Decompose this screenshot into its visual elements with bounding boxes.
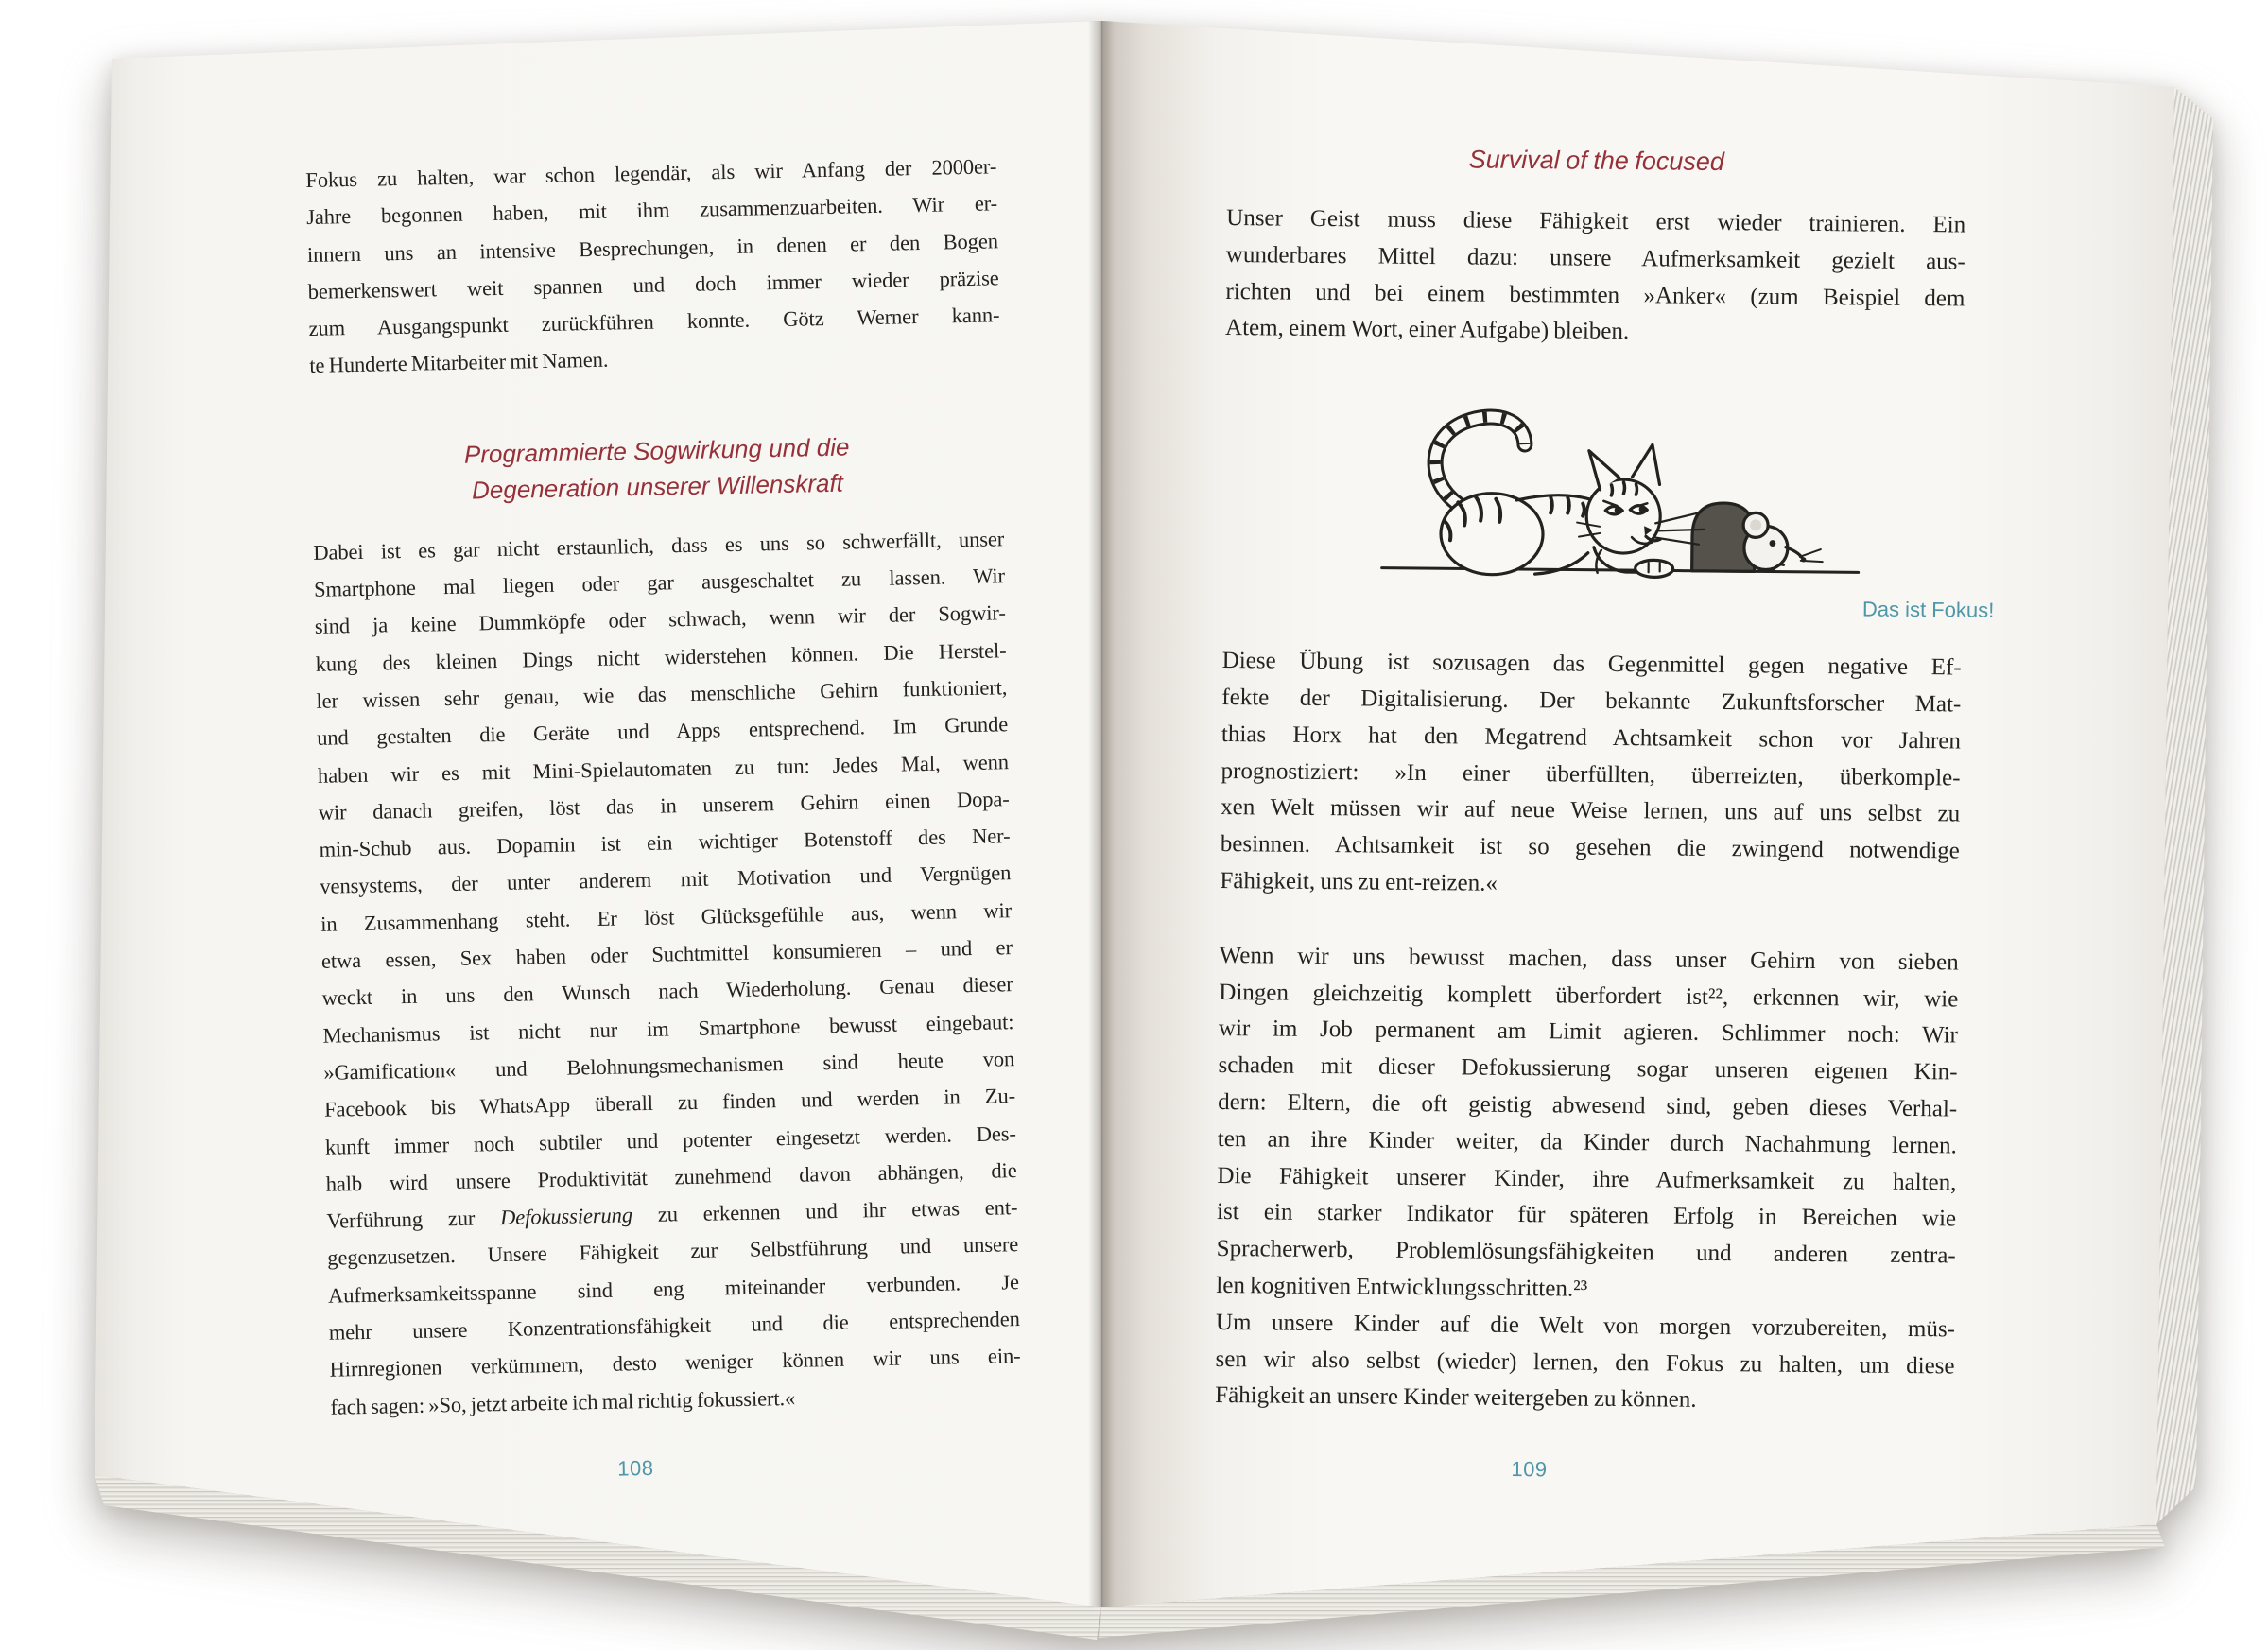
right-page-text bbox=[1214, 140, 1995, 1492]
paragraph-children: Wenn wir uns bewusst machen, dass unser Gehirn von sieben Dingen gleichzeitig komplett überfordert ist²², erkennen wir, wie wir im Job permanent am Limit agieren. Schlimmer noch: Wir schaden mit dieser Defokussierung sogar unseren eigenen Kin- dern: Eltern, die oft geistig abwesend sind, geben dieses Verhal- ten an ihre Kinder weiter, da Kinder durch Nachahmung lernen. Die Fähigkeit unserer Kinder, ihre Aufmerksamkeit zu halten, ist ein starker Indikator für späteren Erfolg in Bereichen wie Spracherwerb, Problemlösungsfähigkeiten und anderen zentra- len kognitiven Entwicklungsschritten.²³ Um unsere Kinder auf die Welt von morgen vorzubereiten, müs- sen wir also selbst (wieder) lernen, den Fokus zu halten, um diese Fähigkeit an unsere Kinder weitergeben zu können. bbox=[1215, 942, 1959, 1414]
page-number-right: 109 bbox=[1511, 1457, 1548, 1482]
chapter-heading: Survival of the focused bbox=[1468, 145, 1725, 177]
paragraph-quote: Diese Übung ist sozusagen das Gegenmittel gegen negative Ef- fekte der Digitalisierung. Der bekannte Zukunftsforscher Mat- thias Horx hat den Megatrend Achtsamkeit schon vor Jahren prognostiziert: »In einer überfüllten, überreizten, überkomple- xen Welt müssen wir auf neue Weise lernen, uns auf uns selbst zu besinnen. Achtsamkeit ist so gesehen die zwingend notwendige Fähigkeit, uns zu ent-reizen.« bbox=[1220, 648, 1962, 896]
left-page-text bbox=[305, 148, 1023, 1493]
page-number-left: 108 bbox=[616, 1455, 654, 1481]
illustration-caption: Das ist Fokus! bbox=[1861, 597, 1995, 622]
paragraph-continuation: Fokus zu halten, war schon legendär, als wir Anfang der 2000er- Jahre begonnen haben, mit ihm zusammenzuarbeiten. Wir er- innern uns an intensive Besprechungen, in denen er den Bogen bemerkenswert weit spannen und doch immer wieder präzise zum Ausgangspunkt zurückführen konnte. Götz Werner kann- te Hunderte Mitarbeiter mit Namen. bbox=[305, 154, 1000, 378]
section-heading: Programmierte Sogwirkung und die Degeneration unserer Willenskraft bbox=[463, 432, 850, 505]
cat-and-mouse-illustration bbox=[1374, 392, 1867, 591]
paragraph-intro: Unser Geist muss diese Fähigkeit erst wieder trainieren. Ein wunderbares Mittel dazu: unsere Aufmerksamkeit gezielt aus- richten und bei einem bestimmten »Anker« (zum Beispiel dem Atem, einem Wort, einer Aufgabe) bleiben. bbox=[1224, 204, 1966, 345]
book-gutter bbox=[1088, 21, 1115, 1607]
cat-icon bbox=[1434, 417, 1705, 578]
mouse-icon bbox=[1743, 512, 1824, 572]
paragraph-main: Dabei ist es gar nicht erstaunlich, dass es uns so schwerfällt, unser Smartphone mal liegen oder gar ausgeschaltet zu lassen. Wir sind ja keine Dummköpfe oder schwach, wenn wir der Sogwir- kung des kleinen Dings nicht widerstehen können. Die Herstel- ler wissen sehr genau, wie das menschliche Gehirn funktioniert, und gestalten die Geräte und Apps entsprechend. Im Grunde haben wir es mit Mini-Spielautomaten zu tun: Jedes Mal, wenn wir danach greifen, löst das in unserem Gehirn einen Dopa- min-Schub aus. Dopamin ist ein wichtiger Botenstoff des Ner- vensystems, der unter anderem mit Motivation und Vergnügen in Zusammenhang steht. Er löst Glücksgefühle aus, wenn wir etwa essen, Sex haben oder Suchtmittel konsumieren – und er weckt in uns den Wunsch nach Wiederholung. Genau dieser Mechanismus ist nicht nur im Smartphone bewusst eingebaut: »Gamification« und Belohnungsmechanismen sind heute von Facebook bis WhatsApp überall zu finden und werden in Zu- kunft immer noch subtiler und potenter eingesetzt werden. Des- halb wird unsere Produktivität zunehmend davon abhängen, die Verführung zur Defokussierung zu erkennen und ihr etwas ent- gegenzusetzen. Unsere Fähigkeit zur Selbstführung und unsere Aufmerksamkeitsspanne sind eng miteinander verbunden. Je mehr unsere Konzentrationsfähigkeit und die entsprechenden Hirnregionen verkümmern, desto weniger können wir uns ein- fach sagen: »So, jetzt arbeite ich mal richtig fokussiert.« bbox=[313, 527, 1021, 1419]
